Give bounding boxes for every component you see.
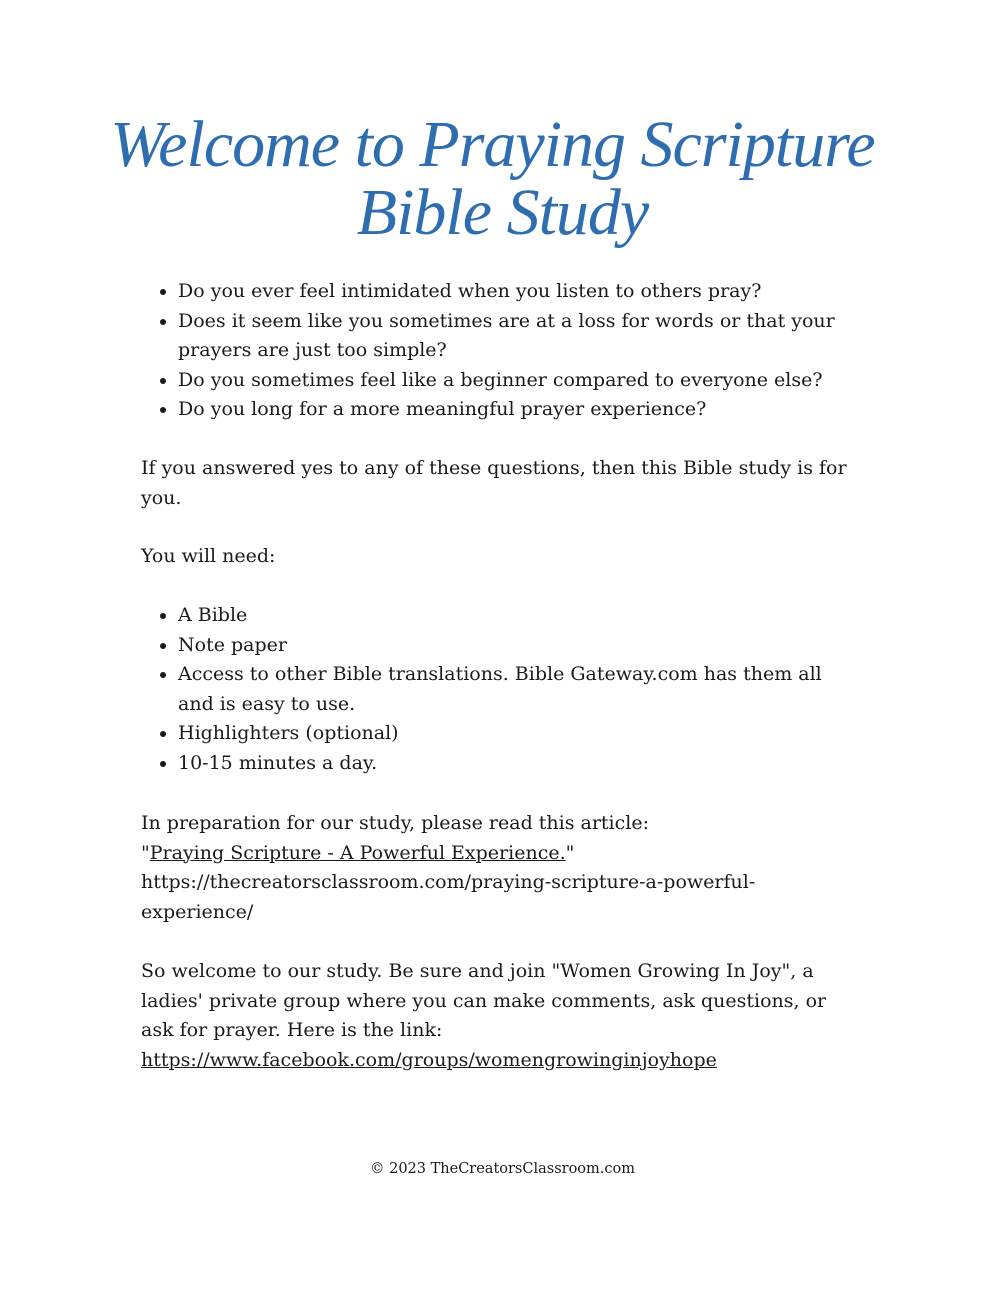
footer xyxy=(0,1161,1005,1177)
need-label: You will need: xyxy=(141,545,276,567)
copyright-icon: © xyxy=(369,1161,385,1177)
list-item: • Do you long for a more meaningful prayer experience? xyxy=(178,395,861,425)
title-line-2: Bible Study xyxy=(356,176,649,249)
prep-paragraph xyxy=(141,809,861,927)
needs-list xyxy=(141,601,861,779)
list-item: • A Bible xyxy=(178,601,861,631)
article-link[interactable]: Praying Scripture - A Powerful Experience. xyxy=(149,841,566,864)
list-item: • Access to other Bible translations. Bible Gateway.com has them all and is easy to use. xyxy=(178,660,861,719)
list-item: • Highlighters (optional) xyxy=(178,719,861,749)
quote: " xyxy=(565,841,575,864)
list-item: • Do you sometimes feel like a beginner compared to everyone else? xyxy=(178,366,861,396)
welcome-paragraph xyxy=(141,957,861,1075)
facebook-group-link[interactable]: https://www.facebook.com/groups/womengrowinginjoyhope xyxy=(141,1048,717,1071)
list-item: • Do you ever feel intimidated when you listen to others pray? xyxy=(178,277,861,307)
list-item: • Does it seem like you sometimes are at a loss for words or that your prayers are just too simple? xyxy=(178,307,861,366)
footer-text: 2023 TheCreatorsClassroom.com xyxy=(384,1161,635,1177)
title-line-1: Welcome to Praying Scripture xyxy=(110,108,875,181)
article-url: https://thecreatorsclassroom.com/praying-scripture-a-powerful-experience/ xyxy=(141,871,756,923)
list-item: • 10-15 minutes a day. xyxy=(178,749,861,779)
intro-paragraph: If you answered yes to any of these questions, then this Bible study is for you. xyxy=(141,457,847,509)
quote: " xyxy=(141,841,150,864)
questions-list xyxy=(141,277,861,425)
prep-text: In preparation for our study, please read this article: xyxy=(141,812,649,834)
list-item: • Note paper xyxy=(178,631,861,661)
welcome-text: So welcome to our study. Be sure and join "Women Growing In Joy", a ladies' private group where you can make comments, ask questions, or ask for prayer. Here is the link: xyxy=(141,960,827,1042)
